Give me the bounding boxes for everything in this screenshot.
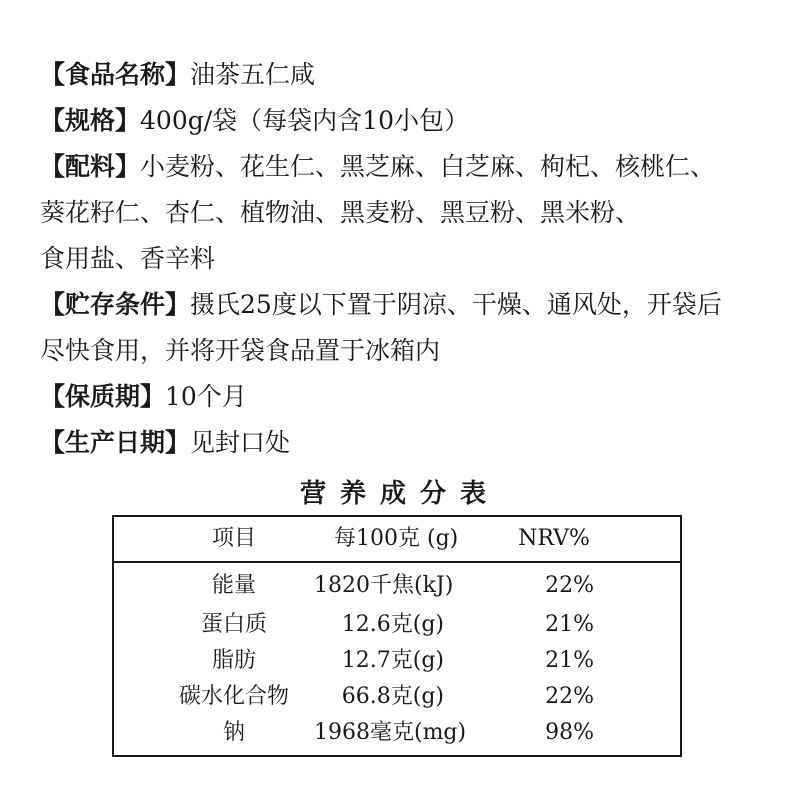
row-item: 钠	[222, 720, 245, 745]
info-label: 【生产日期】	[40, 428, 191, 457]
header-per-100g: 每100克 (g)	[334, 526, 459, 551]
row-value: 12.7克(g)	[341, 648, 444, 673]
row-item: 能量	[211, 573, 256, 598]
info-text: 400g/袋（每袋内含10小包）	[140, 106, 469, 135]
info-label: 【规格】	[40, 106, 141, 135]
info-text: 见封口处	[190, 428, 291, 457]
row-nrv: 21%	[545, 612, 594, 637]
info-text: 尽快食用，并将开袋食品置于冰箱内	[40, 336, 441, 365]
header-item: 项目	[211, 526, 256, 551]
info-line-storage	[40, 282, 770, 328]
info-text: 葵花籽仁、杏仁、植物油、黑麦粉、黑豆粉、黑米粉、	[40, 198, 641, 227]
info-line-ingredients-cont	[40, 236, 770, 282]
info-line-production-date	[40, 420, 770, 466]
info-line-ingredients	[40, 144, 770, 190]
row-value: 1968毫克(mg)	[314, 720, 467, 745]
nutrition-title: 营养成分表	[299, 479, 500, 509]
row-nrv: 98%	[545, 720, 594, 745]
row-item: 蛋白质	[200, 612, 267, 637]
row-item: 脂肪	[211, 648, 256, 673]
info-text: 小麦粉、花生仁、黑芝麻、白芝麻、枸杞、核桃仁、	[140, 152, 716, 181]
info-label: 【贮存条件】	[40, 290, 191, 319]
nutrition-table-header	[114, 517, 680, 563]
header-nrv: NRV%	[518, 526, 590, 551]
table-row	[114, 644, 680, 680]
row-value: 12.6克(g)	[341, 612, 444, 637]
info-text: 摄氏25度以下置于阴凉、干燥、通风处，开袋后	[190, 290, 722, 319]
row-item: 碳水化合物	[178, 684, 289, 709]
table-row	[114, 569, 680, 605]
row-nrv: 22%	[545, 684, 594, 709]
info-label: 【配料】	[40, 152, 141, 181]
table-row	[114, 680, 680, 716]
table-row	[114, 716, 680, 752]
info-line-spec	[40, 98, 770, 144]
info-line-name	[40, 52, 770, 98]
info-label: 【保质期】	[40, 382, 166, 411]
row-nrv: 21%	[545, 648, 594, 673]
row-value: 66.8克(g)	[341, 684, 444, 709]
row-value: 1820千焦(kJ)	[314, 573, 454, 598]
info-line-storage-cont	[40, 328, 770, 374]
nutrition-table	[112, 515, 682, 757]
info-line-shelf-life	[40, 374, 770, 420]
info-text: 10个月	[165, 382, 247, 411]
table-row	[114, 608, 680, 644]
row-nrv: 22%	[545, 573, 594, 598]
info-text: 食用盐、香辛料	[40, 244, 216, 273]
info-text: 油茶五仁咸	[190, 60, 316, 89]
info-line-ingredients-cont	[40, 190, 770, 236]
info-label: 【食品名称】	[40, 60, 191, 89]
product-info	[40, 52, 770, 466]
